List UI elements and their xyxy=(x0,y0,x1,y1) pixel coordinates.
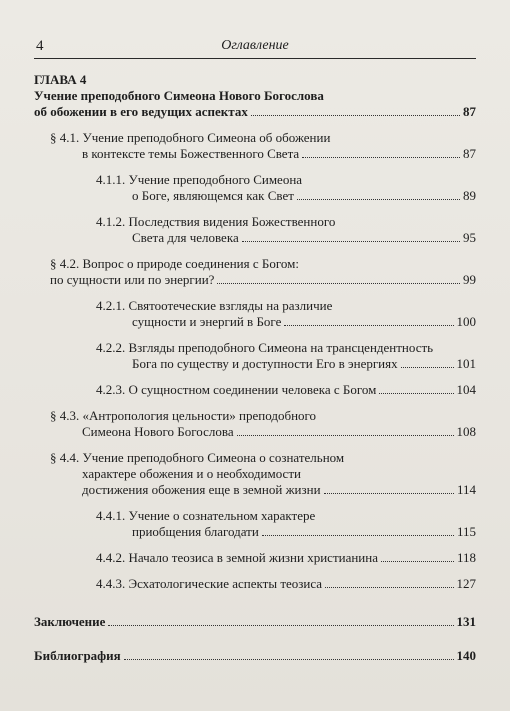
leader-dots xyxy=(237,435,454,436)
toc-entry-conclusion xyxy=(34,614,476,630)
toc-entry-text: § 4.2. Вопрос о природе соединения с Богом: xyxy=(50,256,299,271)
chapter-title xyxy=(34,88,476,120)
toc-entry-page: 95 xyxy=(463,230,476,245)
toc-entry-4-4-2 xyxy=(34,550,476,566)
toc-entry-4-1-1 xyxy=(34,172,476,204)
leader-dots xyxy=(262,535,454,536)
leader-dots xyxy=(124,659,454,660)
toc-entry-4-2-2 xyxy=(34,340,476,372)
toc-entry-4-1-2 xyxy=(34,214,476,246)
leader-dots xyxy=(108,625,453,626)
running-title: Оглавление xyxy=(221,38,289,53)
leader-dots xyxy=(242,241,460,242)
toc-entry-page: 100 xyxy=(456,314,476,329)
toc-entry-text: 4.2.2. Взгляды преподобного Симеона на трансцендентность xyxy=(96,340,434,355)
leader-dots xyxy=(297,199,460,200)
leader-dots xyxy=(325,587,453,588)
toc-entry-bibliography xyxy=(34,648,476,664)
leader-dots xyxy=(302,157,460,158)
toc-entry-text: о Боге, являющемся как Свет xyxy=(132,188,294,203)
toc-entry-4-2-1 xyxy=(34,298,476,330)
leader-dots xyxy=(401,367,454,368)
toc-entry-text: 4.2.3. О сущностном соединении человека с Богом xyxy=(96,382,377,397)
leader-dots xyxy=(379,393,453,394)
toc-entry-text: сущности и энергий в Боге xyxy=(132,314,282,329)
toc-entry-4-3 xyxy=(34,408,476,440)
leader-dots xyxy=(217,283,460,284)
toc-entry-text: характере обожения и о необходимости xyxy=(82,466,301,481)
toc-entry-page: 108 xyxy=(456,424,476,439)
chapter-title-line-2: об обожении в его ведущих аспектах xyxy=(34,104,248,119)
leader-dots xyxy=(381,561,454,562)
chapter-label: ГЛАВА 4 xyxy=(34,72,87,87)
toc-entry-text: § 4.3. «Антропология цельности» преподобного xyxy=(50,408,317,423)
toc-entry-4-4 xyxy=(34,450,476,498)
toc-entry-text: Библиография xyxy=(34,648,121,663)
toc-entry-text: § 4.1. Учение преподобного Симеона об обожении xyxy=(50,130,331,145)
leader-dots xyxy=(251,115,460,116)
toc-entry-4-2-3 xyxy=(34,382,476,398)
toc-entry-text: приобщения благодати xyxy=(132,524,259,539)
toc-entry-text: в контексте темы Божественного Света xyxy=(82,146,300,161)
toc-entry-page: 115 xyxy=(456,524,476,539)
toc-entry-page: 99 xyxy=(463,272,476,287)
toc-entry-page: 131 xyxy=(456,614,476,629)
toc-entry-text: Симеона Нового Богослова xyxy=(82,424,234,439)
leader-dots xyxy=(324,493,454,494)
toc-entry-page: 104 xyxy=(456,382,476,397)
toc-entry-text: достижения обожения еще в земной жизни xyxy=(82,482,321,497)
toc-entry-text: 4.4.1. Учение о сознательном характере xyxy=(96,508,316,523)
table-of-contents xyxy=(34,72,476,664)
toc-entry-4-2 xyxy=(34,256,476,288)
toc-entry-page: 89 xyxy=(463,188,476,203)
toc-entry-text: Бога по существу и доступности Его в энергиях xyxy=(132,356,398,371)
toc-entry-page: 118 xyxy=(456,550,476,565)
toc-entry-text: 4.4.3. Эсхатологические аспекты теозиса xyxy=(96,576,323,591)
toc-entry-text: Заключение xyxy=(34,614,106,629)
toc-entry-page: 87 xyxy=(463,146,476,161)
toc-entry-text: § 4.4. Учение преподобного Симеона о сознательном xyxy=(50,450,345,465)
chapter-title-line-1: Учение преподобного Симеона Нового Богослова xyxy=(34,88,324,103)
toc-entry-page: 140 xyxy=(456,648,476,663)
chapter-page: 87 xyxy=(463,104,476,119)
toc-entry-text: 4.1.2. Последствия видения Божественного xyxy=(96,214,336,229)
leader-dots xyxy=(284,325,453,326)
toc-entry-4-4-3 xyxy=(34,576,476,592)
toc-entry-page: 101 xyxy=(456,356,476,371)
toc-entry-text: 4.1.1. Учение преподобного Симеона xyxy=(96,172,303,187)
toc-entry-text: 4.2.1. Святоотеческие взгляды на различие xyxy=(96,298,333,313)
toc-entry-text: Света для человека xyxy=(132,230,239,245)
toc-entry-4-4-1 xyxy=(34,508,476,540)
toc-entry-text: по сущности или по энергии? xyxy=(50,272,215,287)
toc-entry-4-1 xyxy=(34,130,476,162)
toc-entry-text: 4.4.2. Начало теозиса в земной жизни христианина xyxy=(96,550,378,565)
page-number: 4 xyxy=(36,38,44,54)
toc-entry-page: 114 xyxy=(456,482,476,497)
running-header xyxy=(34,38,476,59)
toc-entry-page: 127 xyxy=(456,576,476,591)
